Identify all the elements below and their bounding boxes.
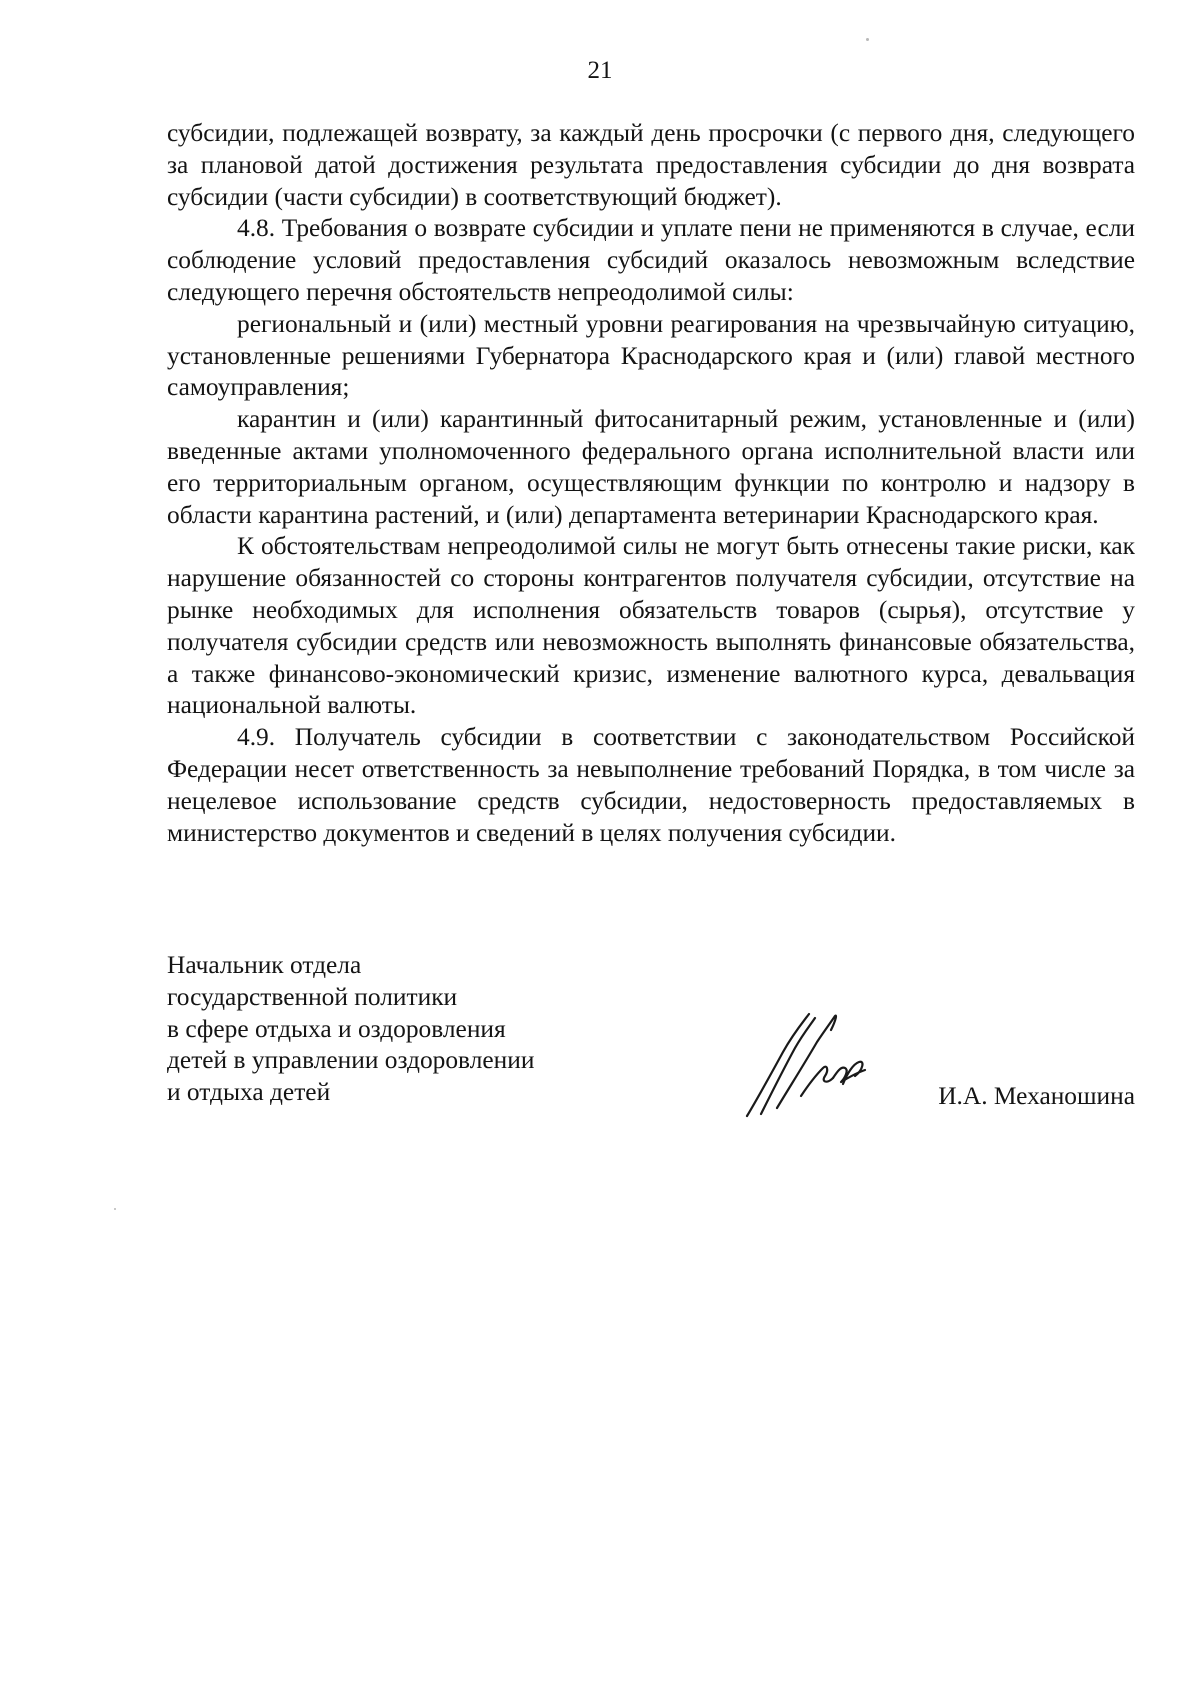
scan-speck (114, 1208, 116, 1210)
signature-block (167, 950, 1135, 1140)
signatory-title-line: Начальник отдела (167, 951, 362, 979)
paragraph: 4.9. Получатель субсидии в соответствии с законодательством Российской Федерации несет ответственность за невыполнение требований Порядка, в том числе за нецелевое использование средств субсидии, недостоверность предоставляемых в министерство документов и сведений в целях получения субсидии. (167, 723, 1135, 847)
signatory-title (167, 950, 607, 1109)
handwritten-signature (737, 1004, 877, 1124)
paragraph: субсидии, подлежащей возврату, за каждый день просрочки (с первого дня, следующего за плановой датой достижения результата предоставления субсидии до дня возврата субсидии (части субсидии) в соответствующий бюджет). (167, 119, 1135, 211)
page-number: 21 (587, 57, 613, 84)
document-body (167, 118, 1135, 849)
signatory-title-line: и отдыха детей (167, 1078, 331, 1107)
paragraph: К обстоятельствам непреодолимой силы не могут быть отнесены такие риски, как нарушение обязанностей со стороны контрагентов получателя субсидии, отсутствие на рынке необходимых для исполнения обязательств товаров (сырья), отсутствие у получателя субсидии средств или невозможность выполнять финансовые обязательства, а также финансово-экономический кризис, изменение валютного курса, девальвация национальной валюты. (167, 532, 1135, 720)
signatory-name: И.А. Механошина (938, 1082, 1135, 1110)
paragraph: 4.8. Требования о возврате субсидии и уплате пени не применяются в случае, если соблюдение условий предоставления субсидий оказалось невозможным вследствие следующего перечня обстоятельств непреодолимой силы: (167, 214, 1135, 306)
signatory-title-line: государственной политики (167, 982, 458, 1011)
paragraph: региональный и (или) местный уровни реагирования на чрезвычайную ситуацию, установленные решениями Губернатора Краснодарского края и (или) главой местного самоуправления; (167, 309, 1135, 402)
paragraph: карантин и (или) карантинный фитосанитарный режим, установленные и (или) введенные актами уполномоченного федерального органа исполнительной власти или его территориальным органом, осуществляющим функции по контролю и надзору в области карантина растений, и (или) департамента ветеринарии Краснодарского края. (167, 405, 1135, 529)
signatory-title-line: в сфере отдыха и оздоровления (167, 1014, 506, 1043)
scan-speck (866, 38, 869, 41)
signatory-title-line: детей в управлении оздоровлении (167, 1046, 535, 1075)
